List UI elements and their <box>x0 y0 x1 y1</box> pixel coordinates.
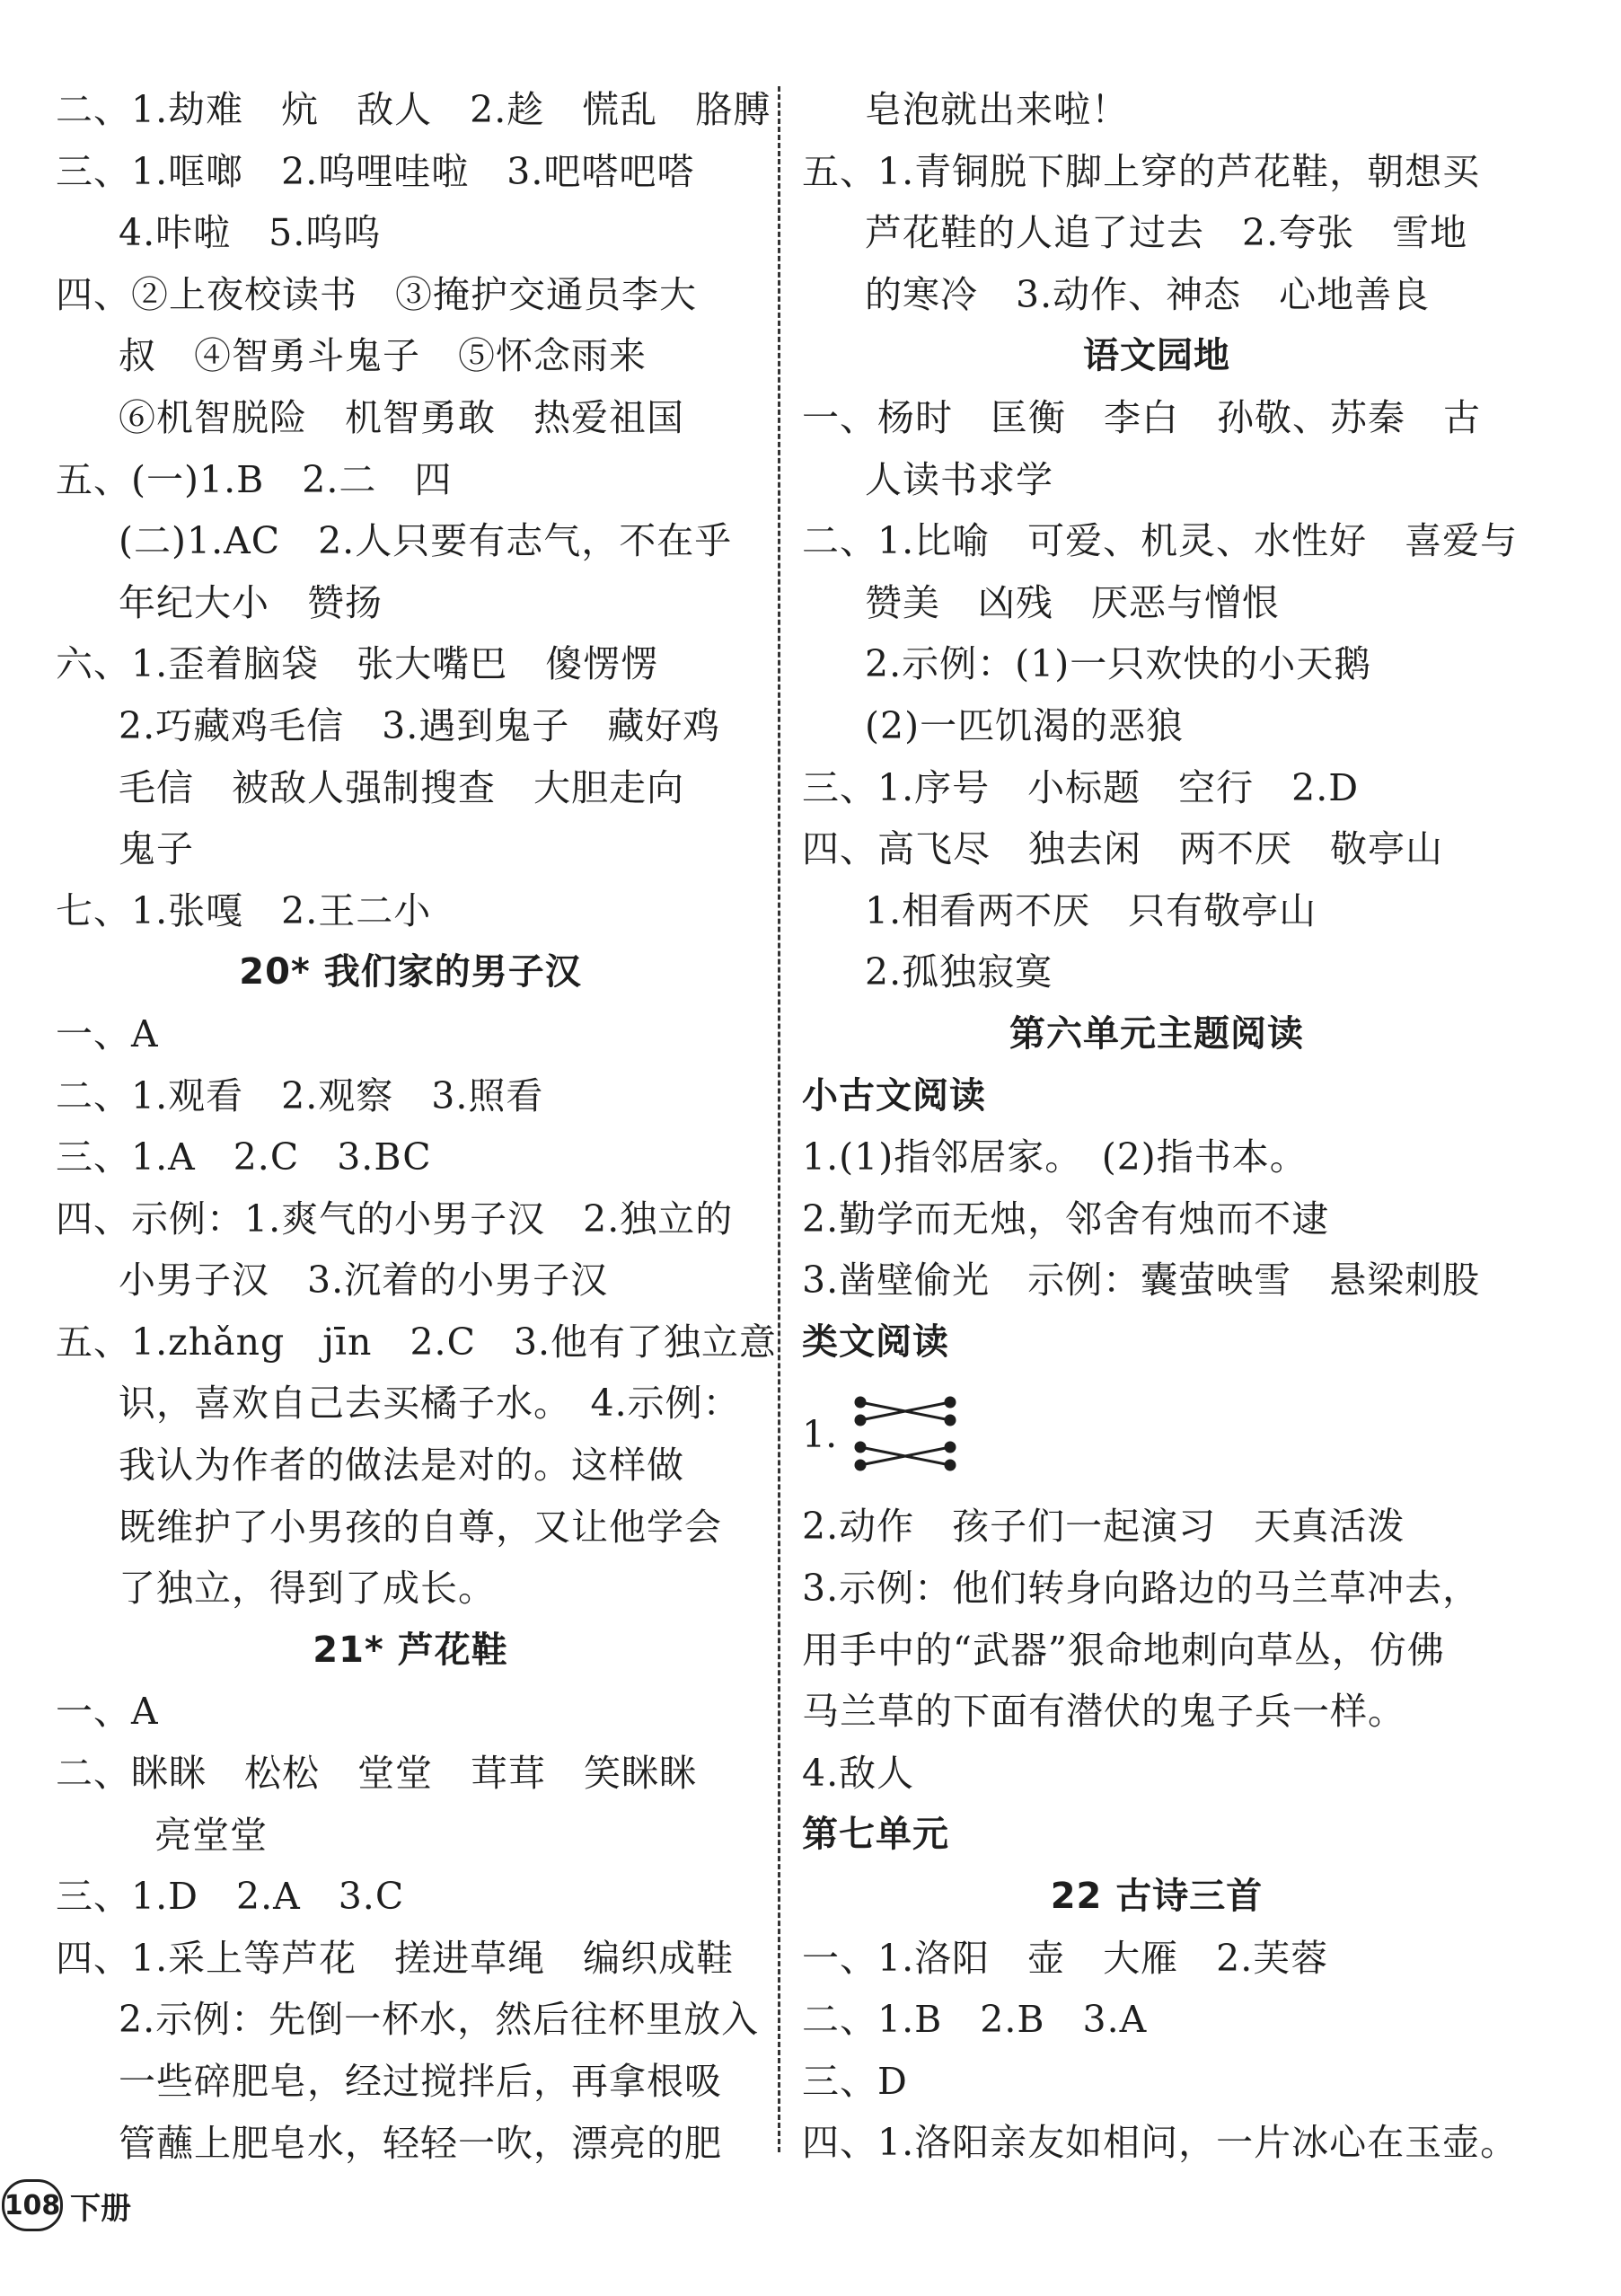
answer-line: 四、示例：1.爽气的小男子汉 2.独立的 <box>56 1197 734 1241</box>
answer-line: (2)一匹饥渴的恶狼 <box>865 703 1185 747</box>
answer-line: 2.示例：(1)一只欢快的小天鹅 <box>865 642 1372 686</box>
answer-line: 四、1.洛阳亲友如相问，一片冰心在玉壶。 <box>802 2121 1519 2165</box>
answer-line: 马兰草的下面有潜伏的鬼子兵一样。 <box>802 1690 1405 1734</box>
section-heading: 第六单元主题阅读 <box>1009 1012 1304 1055</box>
answer-line: 2.动作 孩子们一起演习 天真活泼 <box>802 1505 1405 1549</box>
answer-line: 年纪大小 赞扬 <box>119 580 383 624</box>
answer-line: 二、1.劫难 炕 敌人 2.趁 慌乱 胳膊 <box>56 88 771 131</box>
answer-line: 四、高飞尽 独去闲 两不厌 敬亭山 <box>802 827 1443 871</box>
answer-line: 三、1.哐啷 2.呜哩哇啦 3.吧嗒吧嗒 <box>56 149 695 193</box>
matching-exercise <box>802 1373 1511 1496</box>
right-column <box>802 79 1519 2174</box>
answer-line: 二、1.比喻 可爱、机灵、水性好 喜爱与 <box>802 519 1519 563</box>
answer-line: 三、1.序号 小标题 空行 2.D <box>802 765 1360 809</box>
answer-line: 五、1.zhǎng jīn 2.C 3.他有了独立意 <box>56 1320 778 1364</box>
answer-line: 2.勤学而无烛，邻舍有烛而不逮 <box>802 1197 1330 1241</box>
answer-line: 一、杨时 匡衡 李白 孙敬、苏秦 古 <box>802 395 1481 439</box>
answer-line: 毛信 被敌人强制搜查 大胆走向 <box>119 765 684 809</box>
section-heading: 21* 芦花鞋 <box>313 1629 508 1671</box>
answer-line: 2.巧藏鸡毛信 3.遇到鬼子 藏好鸡 <box>119 703 721 747</box>
section-heading: 类文阅读 <box>802 1320 949 1363</box>
page-footer <box>0 2174 131 2237</box>
answer-line: 小男子汉 3.沉着的小男子汉 <box>119 1258 609 1303</box>
answer-line: 芦花鞋的人追了过去 2.夸张 雪地 <box>865 211 1468 255</box>
answer-line: 二、眯眯 松松 堂堂 茸茸 笑眯眯 <box>56 1752 697 1796</box>
answer-line: 2.示例：先倒一杯水，然后往杯里放入 <box>119 1998 760 2042</box>
answer-line: 用手中的“武器”狠命地刺向草丛，仿佛 <box>802 1628 1445 1672</box>
answer-line: 五、(一)1.B 2.二 四 <box>56 457 453 501</box>
page-number-badge: 108 <box>2 2179 63 2231</box>
answer-line: 4.敌人 <box>802 1751 915 1795</box>
column-divider <box>778 86 780 2152</box>
answer-line: 三、1.D 2.A 3.C <box>56 1875 405 1919</box>
answer-line: 3.示例：他们转身向路边的马兰草冲去， <box>802 1567 1481 1611</box>
answer-line: 管蘸上肥皂水，轻轻一吹，漂亮的肥 <box>119 2121 722 2165</box>
answer-line: 四、1.采上等芦花 搓进草绳 编织成鞋 <box>56 1936 735 1980</box>
matching-lines-diagram <box>842 1390 968 1479</box>
answer-line: 4.咔啦 5.呜呜 <box>119 211 382 255</box>
answer-line: 六、1.歪着脑袋 张大嘴巴 傻愣愣 <box>56 642 659 686</box>
answer-line: (二)1.AC 2.人只要有志气，不在乎 <box>119 519 733 563</box>
answer-line: 3.凿壁偷光 示例：囊萤映雪 悬梁刺股 <box>802 1258 1481 1303</box>
answer-line: 2.孤独寂寞 <box>865 950 1053 994</box>
answer-line: 赞美 凶残 厌恶与憎恨 <box>865 580 1280 624</box>
matching-exercise-label: 1. <box>802 1412 838 1456</box>
section-heading: 第七单元 <box>802 1814 949 1856</box>
answer-line: 一些碎肥皂，经过搅拌后，再拿根吸 <box>119 2060 722 2103</box>
answer-line: 1.相看两不厌 只有敬亭山 <box>865 888 1317 932</box>
answer-line: 四、②上夜校读书 ③掩护交通员李大 <box>56 272 697 316</box>
answer-line: 亮堂堂 <box>154 1813 268 1857</box>
answer-line: ⑥机智脱险 机智勇敢 热爱祖国 <box>119 395 684 439</box>
answer-line: 七、1.张嘎 2.王二小 <box>56 888 432 932</box>
answer-line: 皂泡就出来啦！ <box>865 88 1129 131</box>
answer-line: 我认为作者的做法是对的。这样做 <box>119 1444 684 1488</box>
answer-line: 的寒冷 3.动作、神态 心地善良 <box>865 272 1431 316</box>
answer-line: 识，喜欢自己去买橘子水。 4.示例： <box>119 1382 741 1426</box>
answer-line: 三、D <box>802 2059 908 2103</box>
answer-line: 一、1.洛阳 壶 大雁 2.芙蓉 <box>802 1936 1329 1980</box>
section-heading: 20* 我们家的男子汉 <box>239 951 582 993</box>
left-column <box>56 79 778 2174</box>
answer-line: 了独立，得到了成长。 <box>119 1567 496 1611</box>
answer-line: 人读书求学 <box>865 457 1053 501</box>
answer-line: 鬼子 <box>119 827 194 871</box>
answer-line: 叔 ④智勇斗鬼子 ⑤怀念雨来 <box>119 334 647 378</box>
answer-line: 一、A <box>56 1011 159 1055</box>
section-heading: 22 古诗三首 <box>1050 1876 1264 1918</box>
answer-line: 1.(1)指邻居家。 (2)指书本。 <box>802 1135 1308 1179</box>
answer-line: 一、A <box>56 1690 159 1734</box>
section-heading: 小古文阅读 <box>802 1074 986 1117</box>
answer-line: 五、1.青铜脱下脚上穿的芦花鞋，朝想买 <box>802 149 1481 193</box>
volume-label: 下册 <box>70 2190 131 2227</box>
answer-line: 二、1.观看 2.观察 3.照看 <box>56 1073 544 1117</box>
answer-line: 三、1.A 2.C 3.BC <box>56 1135 432 1179</box>
answer-line: 既维护了小男孩的自尊，又让他学会 <box>119 1505 722 1549</box>
answer-line: 二、1.B 2.B 3.A <box>802 1998 1148 2042</box>
section-heading: 语文园地 <box>1083 335 1230 377</box>
